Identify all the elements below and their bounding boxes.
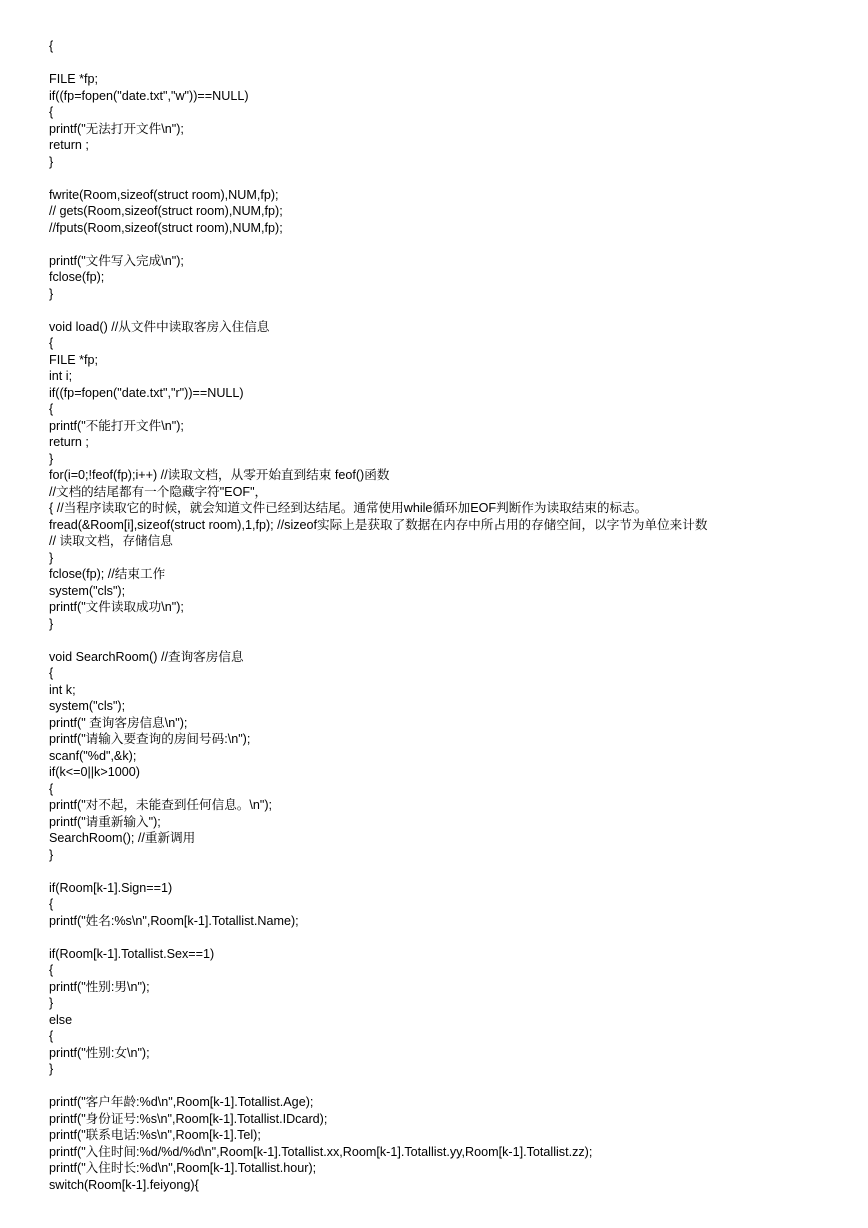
code-line: } [49,616,54,631]
code-line: //fputs(Room,sizeof(struct room),NUM,fp); [49,220,283,235]
code-line: { [49,963,54,977]
code-line: if(Room[k-1].Totallist.Sex==1) [49,946,215,961]
code-line: printf("性别:男\n"); [49,979,150,994]
code-line: { //当程序读取它的时候，就会知道文件已经到达结尾。通常使用while循环加EOF判断作为读取结束的标志。 [49,501,648,515]
code-line: system("cls"); [49,699,126,713]
code-line: printf("请重新输入"); [49,814,161,829]
code-line: fread(&Room[i],sizeof(struct room),1,fp); //sizeof实际上是获取了数据在内存中所占用的存储空间，以字节为单位来计数 [49,517,708,532]
code-line: int k; [49,682,76,697]
code-line: { [49,1029,54,1043]
blank-line [49,302,859,319]
code-line: printf("请输入要查询的房间号码:\n"); [49,732,251,746]
blank-line [49,1078,859,1095]
code-line: fclose(fp); [49,270,105,284]
code-line: printf("身份证号:%s\n",Room[k-1].Totallist.IDcard); [49,1111,328,1126]
code-line: printf("不能打开文件\n"); [49,418,184,433]
blank-line [49,632,859,649]
code-line: FILE *fp; [49,352,98,367]
code-line: { [49,105,54,119]
code-line: switch(Room[k-1].feiyong){ [49,1177,199,1192]
code-line: { [49,402,54,416]
code-line: if(k<=0||k>1000) [49,765,140,779]
code-line: { [49,336,54,350]
code-line: printf("对不起，未能查到任何信息。\n"); [49,798,273,812]
code-line: // gets(Room,sizeof(struct room),NUM,fp); [49,204,283,218]
blank-line [49,863,859,880]
code-line: printf("姓名:%s\n",Room[k-1].Totallist.Name); [49,913,299,928]
code-line: { [49,666,54,680]
code-listing [49,38,859,1193]
code-line: for(i=0;!feof(fp);i++) //读取文档，从零开始直到结束 feof()函数 [49,468,390,482]
code-line: } [49,286,54,301]
code-line: } [49,847,54,862]
code-line: void SearchRoom() //查询客房信息 [49,649,244,664]
code-line: printf("入住时长:%d\n",Room[k-1].Totallist.hour); [49,1161,317,1175]
code-line: printf("入住时间:%d/%d/%d\n",Room[k-1].Totallist.xx,Room[k-1].Totallist.yy,Room[k-1].Totallist.zz); [49,1144,593,1159]
code-line: // 读取文档，存储信息 [49,534,173,548]
code-line: int i; [49,369,73,383]
code-line: return ; [49,435,89,449]
code-line: printf("性别:女\n"); [49,1045,150,1060]
code-line: if(Room[k-1].Sign==1) [49,880,173,895]
code-line: void load() //从文件中读取客房入住信息 [49,319,270,334]
code-line: system("cls"); [49,583,126,598]
blank-line [49,55,859,72]
code-line: { [49,781,54,796]
code-line: return ; [49,138,89,152]
code-line: FILE *fp; [49,72,98,86]
code-line: printf("联系电话:%s\n",Room[k-1].Tel); [49,1128,261,1142]
code-line: scanf("%d",&k); [49,748,137,763]
code-line: } [49,996,54,1010]
code-line: } [49,451,54,466]
code-line: fclose(fp); //结束工作 [49,567,166,581]
code-line: SearchRoom(); //重新调用 [49,831,196,845]
code-line: printf(" 查询客房信息\n"); [49,715,188,730]
code-line: printf("客户年龄:%d\n",Room[k-1].Totallist.Age); [49,1095,314,1109]
code-line: } [49,154,54,169]
code-line: } [49,550,54,565]
blank-line [49,929,859,946]
code-line: { [49,39,54,53]
blank-line [49,236,859,253]
code-line: fwrite(Room,sizeof(struct room),NUM,fp); [49,187,279,202]
code-line: else [49,1012,73,1027]
code-line: } [49,1062,54,1076]
code-line: printf("无法打开文件\n"); [49,121,184,136]
code-line: if((fp=fopen("date.txt","w"))==NULL) [49,88,249,103]
code-line: if((fp=fopen("date.txt","r"))==NULL) [49,385,244,400]
code-line: //文档的结尾都有一个隐藏字符"EOF"， [49,484,268,499]
blank-line [49,170,859,187]
code-line: { [49,897,54,911]
code-line: printf("文件写入完成\n"); [49,253,184,268]
code-line: printf("文件读取成功\n"); [49,600,184,614]
